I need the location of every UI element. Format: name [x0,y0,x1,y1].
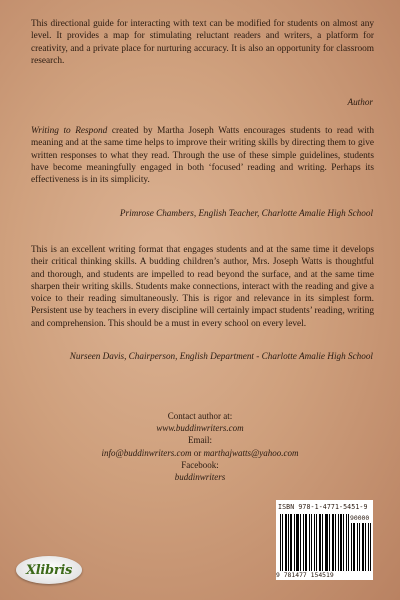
contact-heading: Contact author at: [167,411,233,421]
logo-text: Xlibris [25,562,73,578]
email-2-link[interactable]: marthajwatts@yahoo.com [203,447,299,458]
website-link[interactable]: www.buddinwriters.com [156,423,244,434]
ean-digits: 9 781477 154519 [276,571,334,579]
addon-code: 90000 [350,514,370,522]
isbn-text: ISBN 978-1-4771-5451-9 [278,503,368,511]
email-or: or [191,447,204,458]
contact-block [0,410,400,483]
email-label: Email: [188,435,212,446]
price-addon [350,514,372,571]
intro-paragraph: This directional guide for interacting with text can be modified for students on almost any level. It provides a map for stimulating reluctant readers and writers, a platform for creativity, and a private place for nurturing accuracy. It is also an opportunity for classroom research. [31,19,374,66]
facebook-label: Facebook: [181,459,219,470]
book-title: Writing to Respond [31,126,108,136]
xlibris-logo [16,556,82,584]
review-1-text: created by Martha Joseph Watts encourages students to read with meaning and at the same time helps to improve their writing skills by directing them to give written responses to what they read. Through the use of these simple guidelines, students have become meaningfully engaged in both ‘focused’ reading and writing. Perhaps its effectiveness is in its simplicity. [31,126,375,186]
review-2-attribution: Nurseen Davis, Chairperson, English Department - Charlotte Amalie High School [69,351,373,361]
review-1-attribution: Primrose Chambers, English Teacher, Charlotte Amalie High School [119,208,373,218]
intro-attribution: Author [347,97,373,107]
ean-barcode-bars [280,514,350,571]
facebook-link[interactable]: buddinwriters [174,472,226,483]
email-line [0,447,400,459]
review-1-paragraph [31,125,374,186]
email-1-link[interactable]: info@buddinwriters.com [101,447,192,458]
review-2-paragraph: This is an excellent writing format that engages students and at the same time it develops their critical thinking skills. A budding children’s author, Mrs. Joseph Watts is thoughtful and thorough, and students are impelled to read beyond the surface, and at the same time sharpen their writing skills. Students make connections, interact with the reading and give a voice to their reading simultaneously. This is rigor and relevance in its simplest form. Persistent use by teachers in every discipline will certainly impact students’ reading, writing and comprehension. This should be a must in every school on every level. [31,245,374,329]
isbn-barcode [276,500,373,580]
